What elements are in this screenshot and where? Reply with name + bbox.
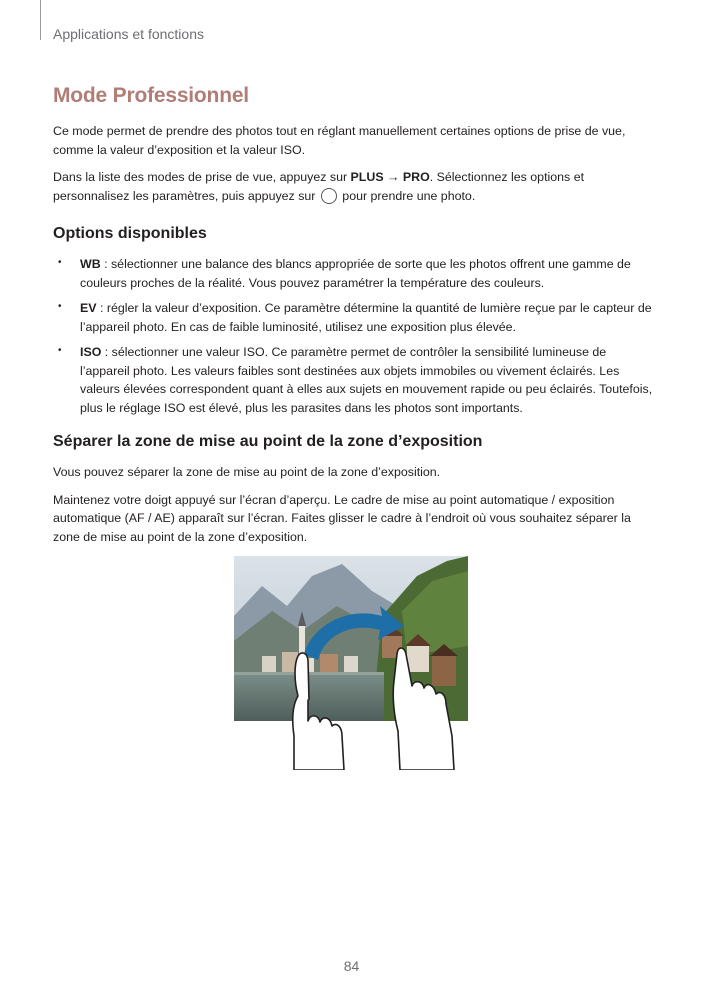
separate-paragraph-2: Maintenez votre doigt appuyé sur l’écran d’aperçu. Le cadre de mise au point automatique / exposition automatique (AF / AE) apparaît sur l’écran. Faites glisser le cadre à l’endroit où vous souhaitez séparer la zone de mise au point de la zone d’exposition. — [53, 492, 631, 544]
running-header: Applications et fonctions — [53, 26, 204, 42]
options-heading: Options disponibles — [53, 225, 207, 242]
illustration — [232, 556, 472, 770]
intro-paragraph: Ce mode permet de prendre des photos tout en réglant manuellement certaines options de prise de vue, comme la valeur d’exposition et la valeur ISO. — [53, 124, 626, 157]
section-title: Mode Professionnel — [53, 84, 249, 107]
list-item: • ISO : sélectionner une valeur ISO. Ce paramètre permet de contrôler la sensibilité lumineuse de l’appareil photo. Les valeurs faibles sont destinées aux objets immobiles ou vivement éclairés. Les valeurs élevées correspondent quant à elles aux sujets en mouvement rapide ou peu éclairés. Toutefois, plus le réglage ISO est élevé, plus les parasites dans les photos sont importants. — [58, 345, 653, 415]
instruction-paragraph: Dans la liste des modes de prise de vue, appuyez sur PLUS → PRO. Sélectionnez les options et personnalisez les paramètres, puis appuyez sur pour prendre une photo. — [53, 170, 585, 203]
plus-label: PLUS — [350, 170, 384, 184]
separate-heading: Séparer la zone de mise au point de la zone d’exposition — [53, 433, 483, 450]
pro-label: PRO — [402, 170, 430, 184]
header-rule — [40, 0, 41, 40]
list-item: • EV : régler la valeur d’exposition. Ce paramètre détermine la quantité de lumière reçue par le capteur de l’appareil photo. En cas de faible luminosité, utilisez une exposition plus élevée. — [58, 301, 652, 334]
camera-shutter-icon — [321, 188, 337, 204]
separate-paragraph-1: Vous pouvez séparer la zone de mise au point de la zone d’exposition. — [53, 465, 441, 479]
page-content — [53, 84, 653, 555]
drag-illustration — [232, 556, 472, 770]
page-number: 84 — [343, 958, 360, 974]
list-item: • WB : sélectionner une balance des blancs appropriée de sorte que les photos offrent une gamme de couleurs proches de la réalité. Vous pouvez paramétrer la température des couleurs. — [58, 257, 631, 290]
options-list — [53, 255, 653, 417]
